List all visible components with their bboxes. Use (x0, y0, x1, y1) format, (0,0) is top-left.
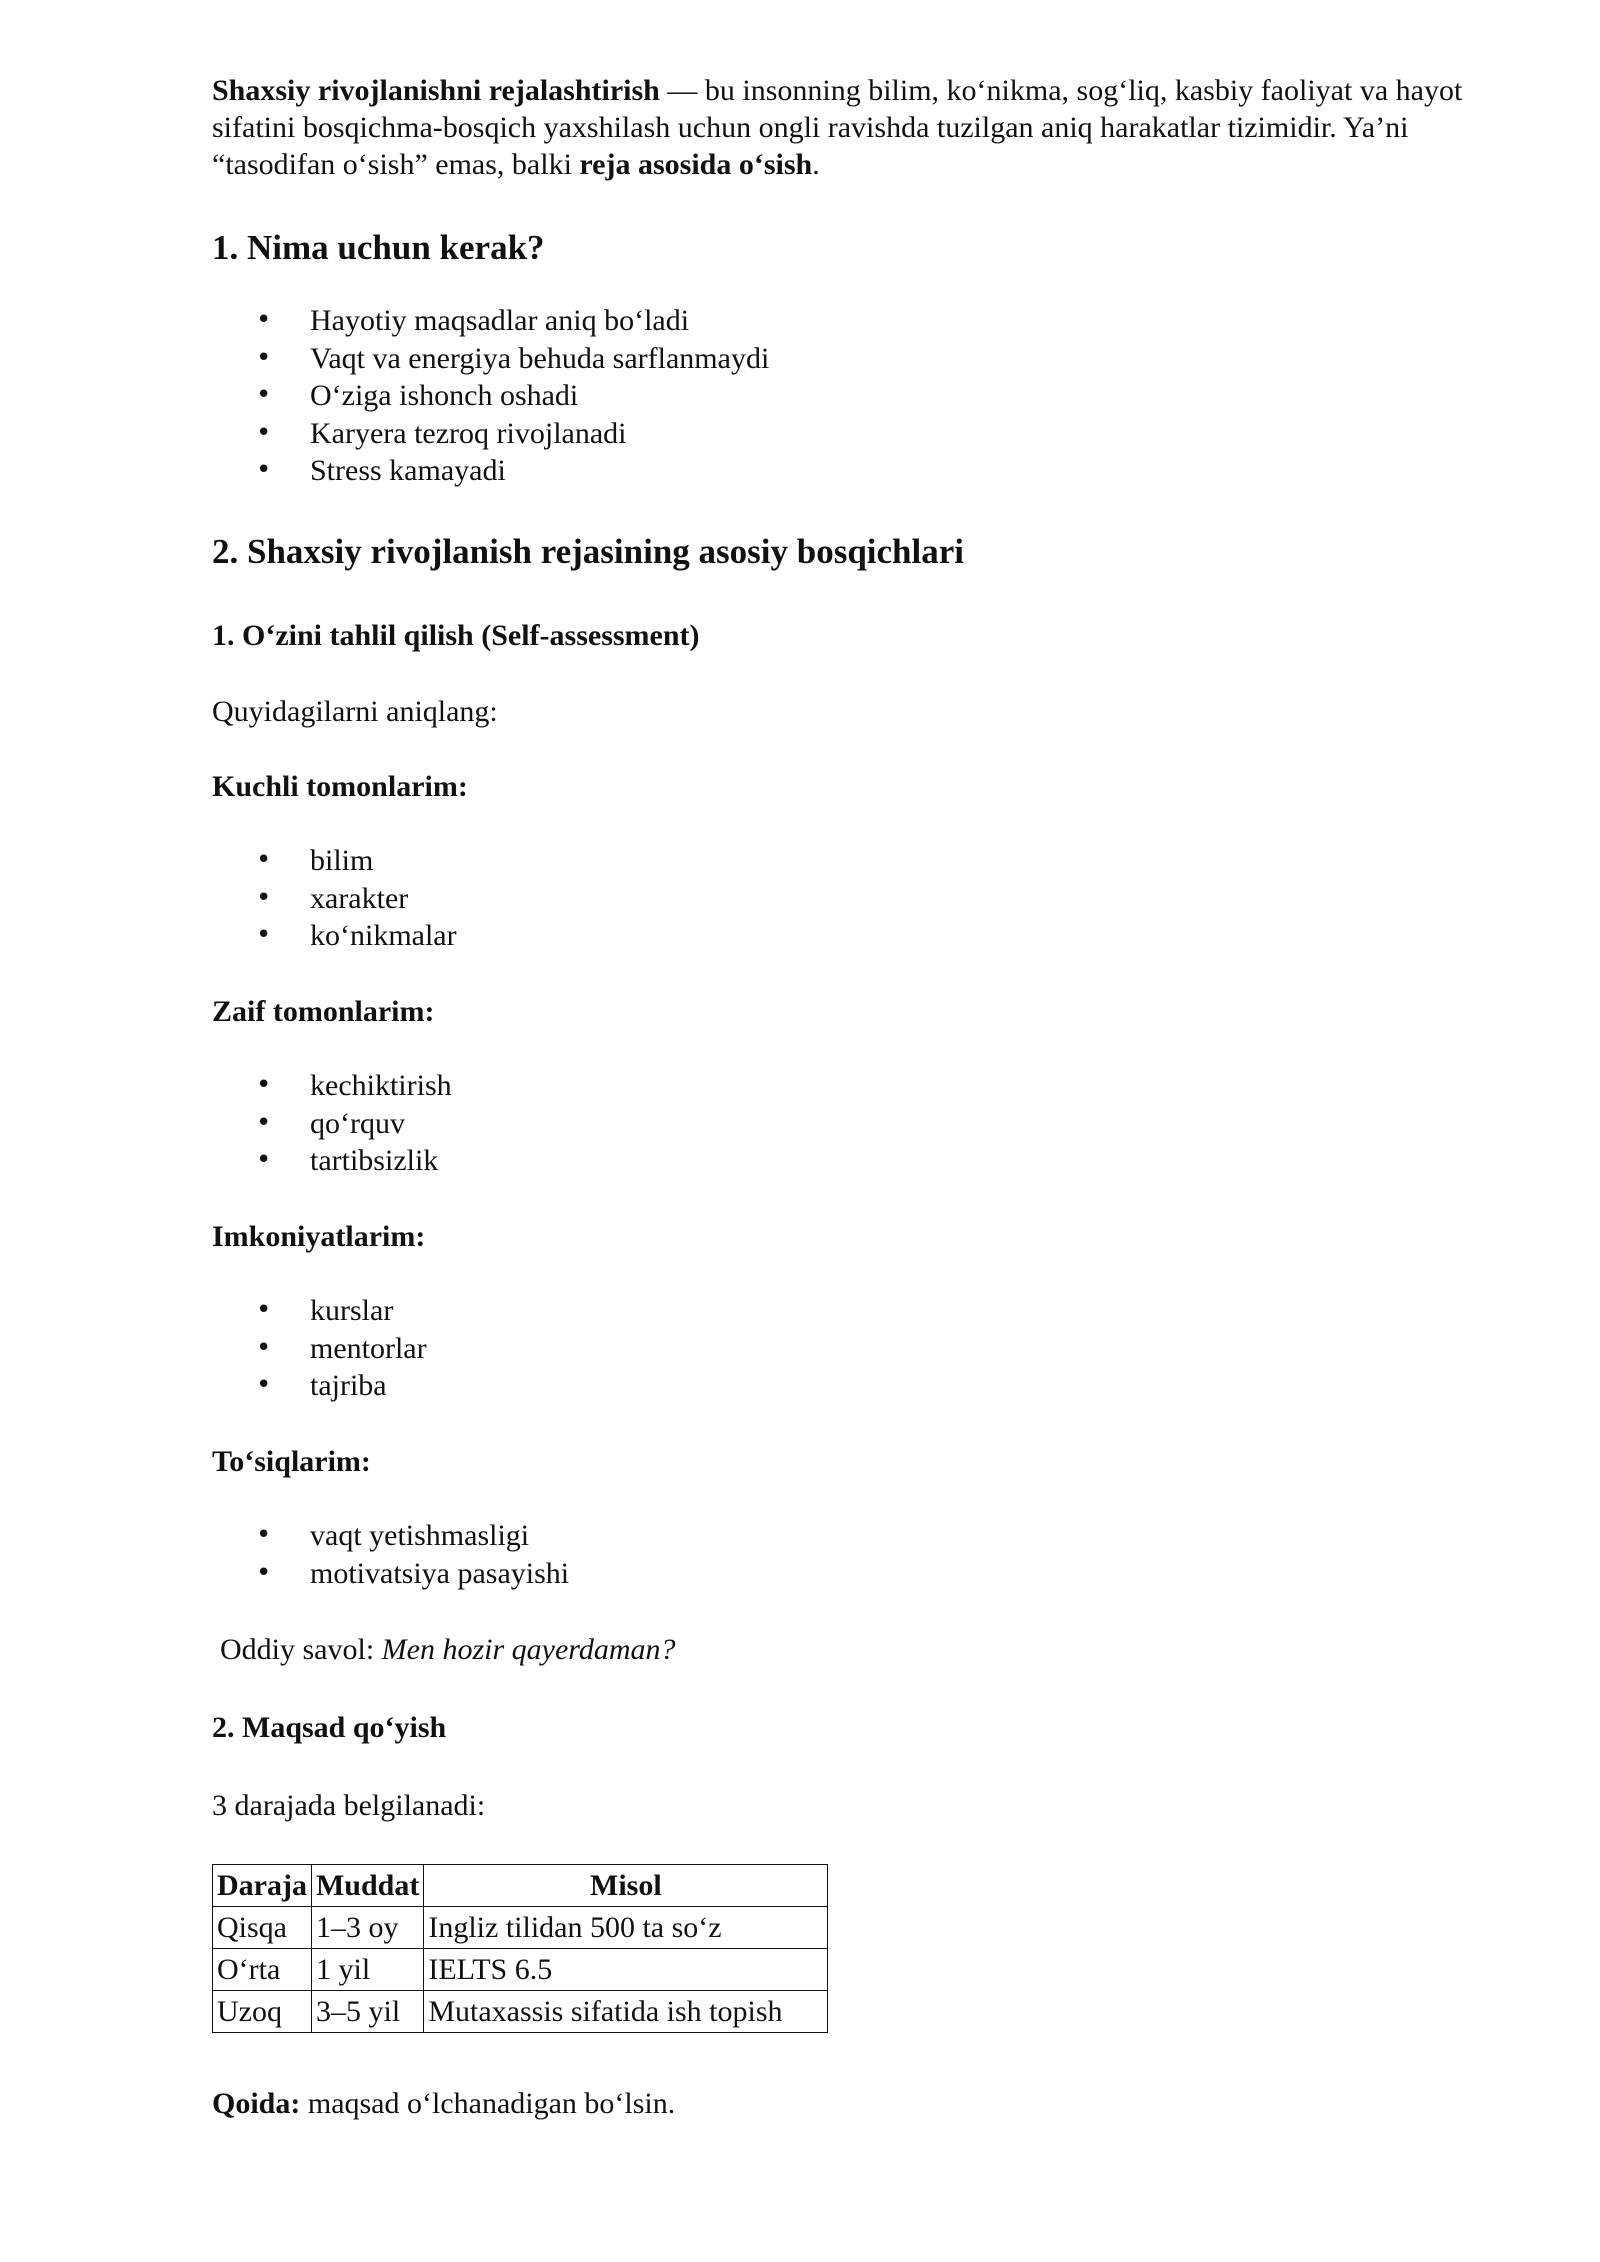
list-item: • tajriba (212, 1367, 427, 1405)
list-item: • bilim (212, 842, 457, 880)
question-text: Men hozir qayerdaman? (381, 1633, 676, 1666)
intro-emphasis: reja asosida o‘sish (579, 148, 813, 181)
table-cell: IELTS 6.5 (424, 1949, 828, 1991)
weaknesses-list (212, 1067, 452, 1180)
rule-text: maqsad o‘lchanadigan bo‘lsin. (300, 2087, 676, 2120)
list-item: • mentorlar (212, 1330, 427, 1368)
weaknesses-label: Zaif tomonlarim: (212, 995, 435, 1028)
table-cell: Uzoq (213, 1991, 312, 2033)
opportunities-list (212, 1292, 427, 1405)
list-item: • Hayotiy maqsadlar aniq bo‘ladi (212, 302, 769, 340)
intro-paragraph (212, 72, 1492, 183)
table-cell: Qisqa (213, 1907, 312, 1949)
goals-table (212, 1864, 828, 2033)
table-cell: 1 yil (311, 1949, 423, 1991)
column-header-example: Misol (424, 1865, 828, 1907)
list-item: • kurslar (212, 1292, 427, 1330)
step-2-heading: 2. Maqsad qo‘yish (212, 1711, 447, 1744)
list-item: • ko‘nikmalar (212, 917, 457, 955)
strengths-list (212, 842, 457, 955)
column-header-duration: Muddat (311, 1865, 423, 1907)
rule-label: Qoida: (212, 2087, 301, 2120)
table-header-row (213, 1865, 828, 1907)
step-2-prompt: 3 darajada belgilanadi: (212, 1789, 486, 1822)
step-1-prompt: Quyidagilarni aniqlang: (212, 695, 498, 728)
section-1-heading: 1. Nima uchun kerak? (212, 228, 545, 267)
list-item: • tartibsizlik (212, 1142, 452, 1180)
list-item: • Vaqt va energiya behuda sarflanmaydi (212, 340, 769, 378)
table-row (213, 1907, 828, 1949)
obstacles-list (212, 1517, 569, 1592)
list-item: • Stress kamayadi (212, 452, 769, 490)
table-row (213, 1949, 828, 1991)
table-cell: 3–5 yil (311, 1991, 423, 2033)
table-cell: 1–3 oy (311, 1907, 423, 1949)
opportunities-label: Imkoniyatlarim: (212, 1220, 426, 1253)
list-item: • motivatsiya pasayishi (212, 1555, 569, 1593)
list-item: • vaqt yetishmasligi (212, 1517, 569, 1555)
section-2-heading: 2. Shaxsiy rivojlanish rejasining asosiy bosqichlari (212, 532, 965, 571)
list-item: • Karyera tezroq rivojlanadi (212, 415, 769, 453)
list-item: • qo‘rquv (212, 1105, 452, 1143)
rule-paragraph (212, 2086, 675, 2122)
intro-term: Shaxsiy rivojlanishni rejalashtirish (212, 74, 660, 107)
table-cell: Mutaxassis sifatida ish topish (424, 1991, 828, 2033)
table-cell: Ingliz tilidan 500 ta so‘z (424, 1907, 828, 1949)
question-label: Oddiy savol: (220, 1633, 382, 1666)
table-row (213, 1991, 828, 2033)
simple-question (220, 1632, 676, 1668)
strengths-label: Kuchli tomonlarim: (212, 770, 468, 803)
list-item: • kechiktirish (212, 1067, 452, 1105)
list-item: • xarakter (212, 880, 457, 918)
intro-text: — bu insonning bilim, ko‘nikma, sog‘liq, kasbiy faoliyat va hayot sifatini bosqichma-bosqich yaxshilash uchun ongli ravishda tuzilgan aniq harakatlar tizimidir. Ya’ni “tasodifan o‘sish” emas, balki (212, 74, 1463, 181)
table-cell: O‘rta (213, 1949, 312, 1991)
step-1-heading: 1. O‘zini tahlil qilish (Self-assessment) (212, 619, 700, 652)
obstacles-label: To‘siqlarim: (212, 1445, 371, 1478)
section-1-list (212, 302, 769, 490)
column-header-level: Daraja (213, 1865, 312, 1907)
intro-end: . (812, 148, 820, 181)
list-item: • O‘ziga ishonch oshadi (212, 377, 769, 415)
